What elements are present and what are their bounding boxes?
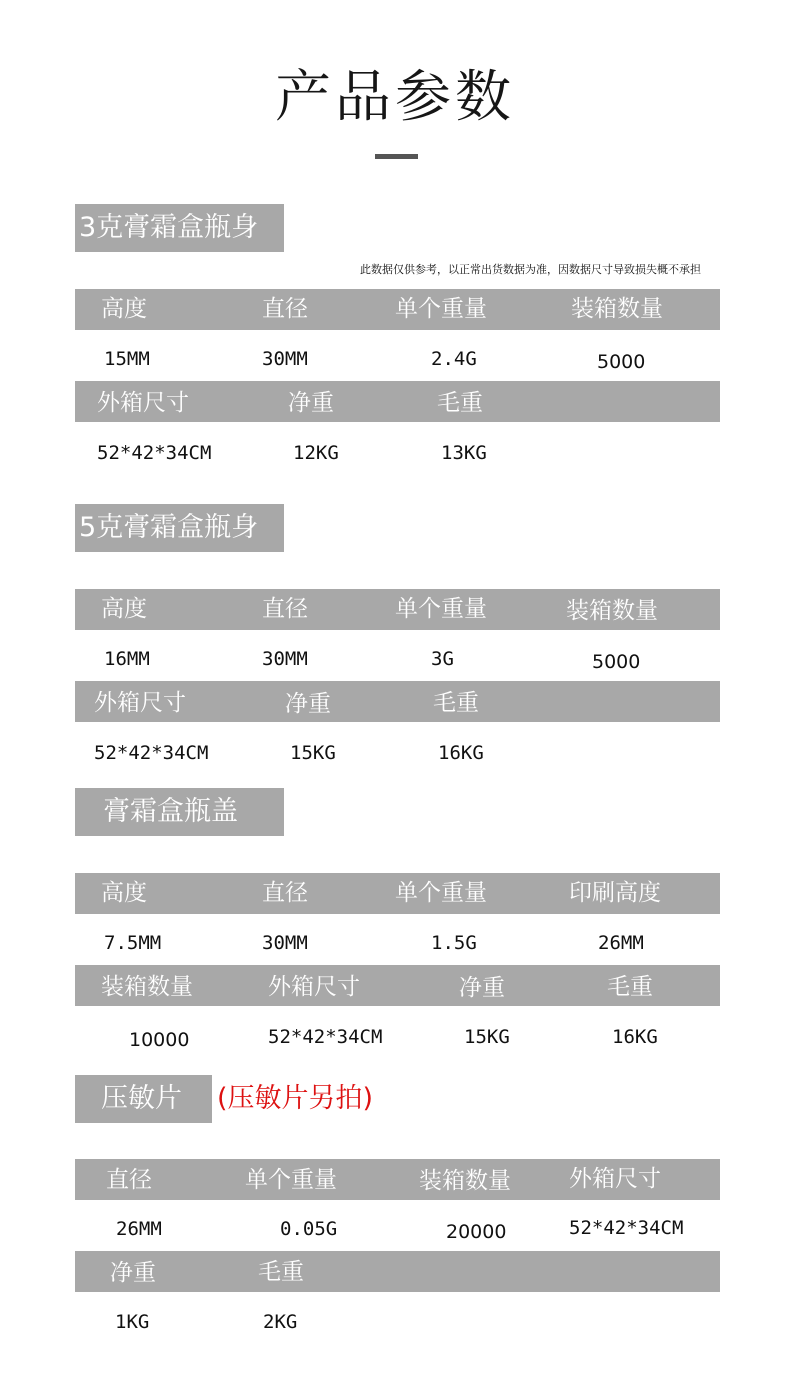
section-label-5g-jar-body: 5克膏霜盒瓶身: [75, 504, 284, 552]
header-carton-qty: 装箱数量: [419, 1168, 511, 1194]
header-diameter: 直径: [262, 296, 308, 322]
value-carton-qty: 10000: [129, 1029, 190, 1051]
header-carton-qty: 装箱数量: [566, 598, 658, 624]
header-diameter: 直径: [262, 880, 308, 906]
value-print-height: 26MM: [598, 932, 644, 954]
value-carton-qty: 5000: [597, 351, 646, 373]
page-title: 产品参数: [275, 65, 515, 130]
header-carton-size: 外箱尺寸: [97, 390, 189, 416]
header-net-weight: 净重: [285, 691, 331, 717]
header-unit-weight: 单个重量: [395, 596, 487, 622]
header-print-height: 印刷高度: [569, 880, 661, 906]
value-unit-weight: 3G: [431, 648, 454, 670]
header-bar: [75, 1251, 720, 1292]
header-net-weight: 净重: [110, 1260, 156, 1286]
value-diameter: 30MM: [262, 932, 308, 954]
value-net-weight: 15KG: [290, 742, 336, 764]
value-carton-size: 52*42*34CM: [97, 442, 212, 464]
header-gross-weight: 毛重: [437, 390, 483, 416]
value-diameter: 26MM: [116, 1218, 162, 1240]
header-diameter: 直径: [106, 1167, 152, 1193]
header-carton-size: 外箱尺寸: [94, 690, 186, 716]
value-net-weight: 15KG: [464, 1026, 510, 1048]
header-net-weight: 净重: [288, 390, 334, 416]
header-carton-size: 外箱尺寸: [268, 974, 360, 1000]
value-gross-weight: 16KG: [612, 1026, 658, 1048]
header-diameter: 直径: [262, 596, 308, 622]
header-gross-weight: 毛重: [607, 974, 653, 1000]
header-gross-weight: 毛重: [433, 690, 479, 716]
value-carton-size: 52*42*34CM: [94, 742, 209, 764]
value-carton-size: 52*42*34CM: [268, 1026, 383, 1048]
value-diameter: 30MM: [262, 648, 308, 670]
header-carton-size: 外箱尺寸: [569, 1166, 661, 1192]
value-carton-qty: 20000: [446, 1221, 507, 1243]
header-unit-weight: 单个重量: [395, 296, 487, 322]
value-carton-size: 52*42*34CM: [569, 1217, 684, 1239]
value-gross-weight: 2KG: [263, 1311, 298, 1333]
header-unit-weight: 单个重量: [245, 1167, 337, 1193]
value-net-weight: 12KG: [293, 442, 339, 464]
value-gross-weight: 13KG: [441, 442, 487, 464]
section-note-pressure-seal: (压敏片另拍): [217, 1083, 374, 1114]
value-diameter: 30MM: [262, 348, 308, 370]
header-height: 高度: [101, 296, 147, 322]
value-height: 7.5MM: [104, 932, 162, 954]
value-unit-weight: 2.4G: [431, 348, 477, 370]
header-carton-qty: 装箱数量: [571, 296, 663, 322]
value-gross-weight: 16KG: [438, 742, 484, 764]
value-net-weight: 1KG: [115, 1311, 150, 1333]
value-unit-weight: 1.5G: [431, 932, 477, 954]
header-net-weight: 净重: [459, 975, 505, 1001]
header-carton-qty: 装箱数量: [101, 974, 193, 1000]
section-label-pressure-seal: 压敏片: [75, 1075, 212, 1123]
value-unit-weight: 0.05G: [280, 1218, 338, 1240]
header-height: 高度: [101, 596, 147, 622]
value-carton-qty: 5000: [592, 651, 641, 673]
header-unit-weight: 单个重量: [395, 880, 487, 906]
title-underline: [375, 154, 418, 159]
section-label-jar-cap: 膏霜盒瓶盖: [75, 788, 284, 836]
value-height: 15MM: [104, 348, 150, 370]
header-gross-weight: 毛重: [258, 1259, 304, 1285]
header-height: 高度: [101, 880, 147, 906]
section-label-3g-jar-body: 3克膏霜盒瓶身: [75, 204, 284, 252]
disclaimer-note: 此数据仅供参考，以正常出货数据为准，因数据尺寸导致损失概不承担: [360, 263, 701, 276]
value-height: 16MM: [104, 648, 150, 670]
